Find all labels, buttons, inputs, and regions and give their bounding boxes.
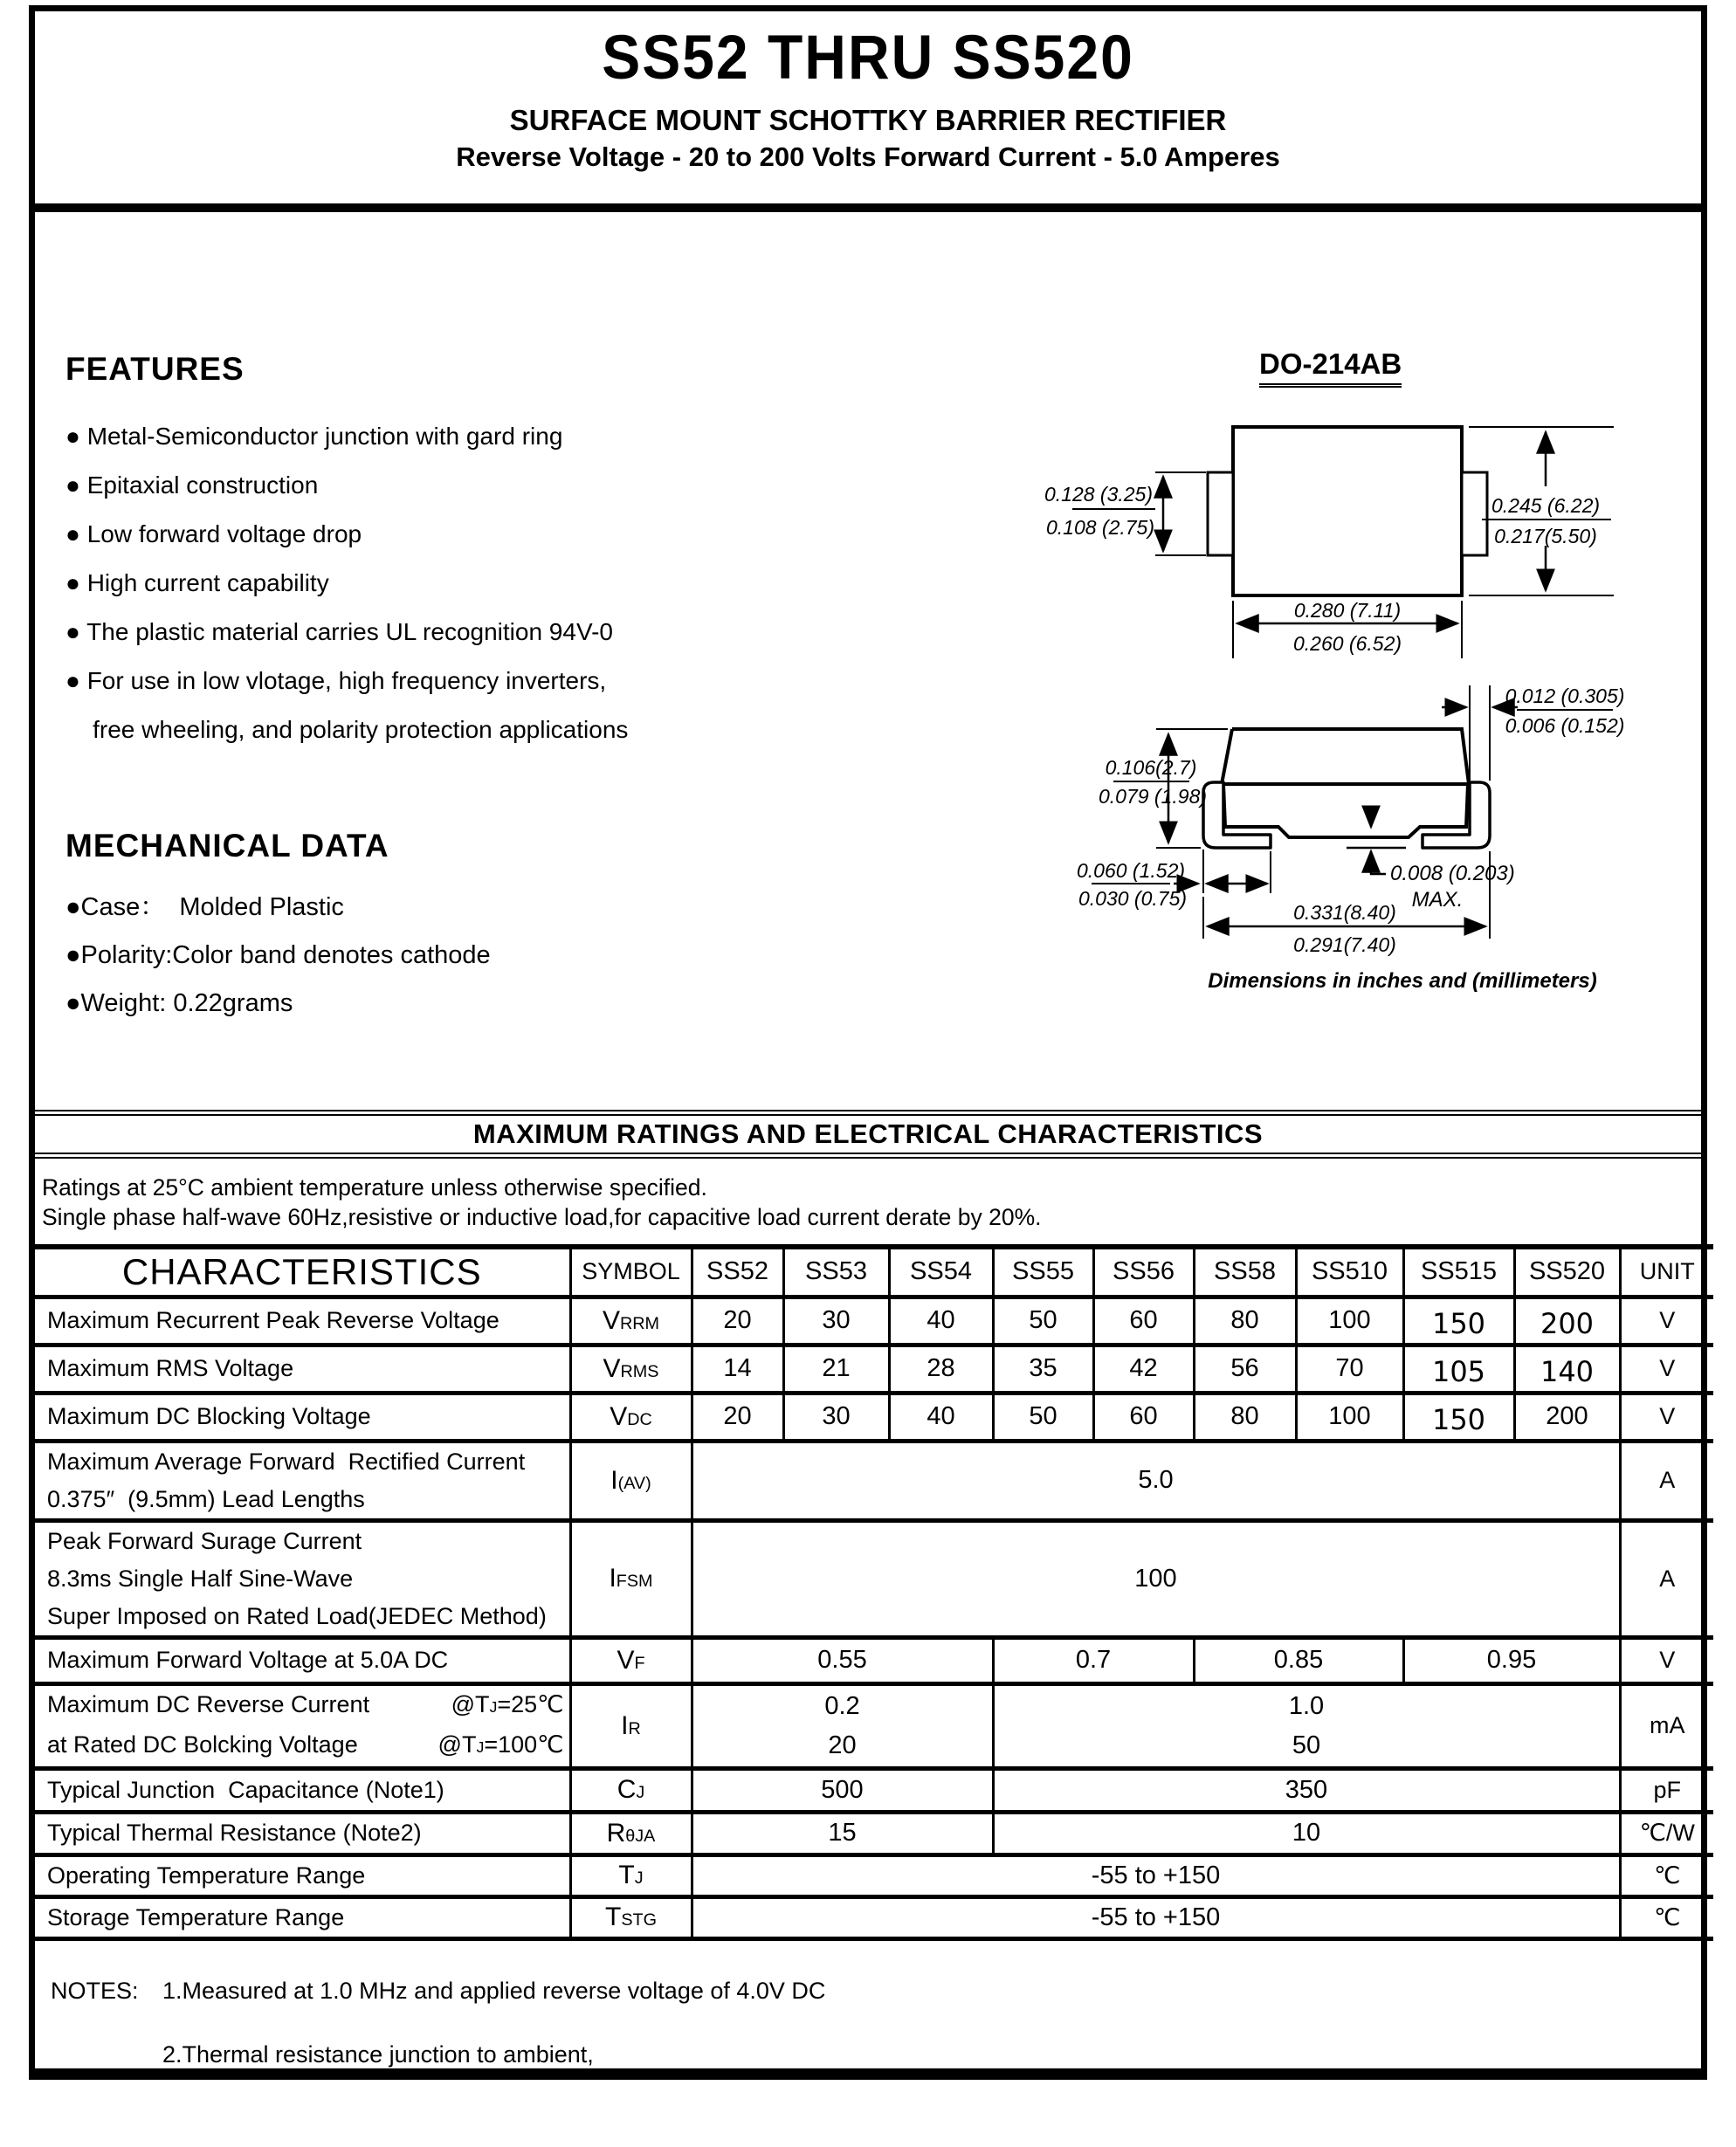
- unit-cell: V: [1620, 1345, 1713, 1393]
- unit-cell: ℃: [1620, 1896, 1713, 1938]
- value-cell: 60: [1093, 1393, 1194, 1441]
- mechanical-data-section: [65, 828, 939, 1028]
- value-cell: 30: [783, 1297, 889, 1345]
- value-cell: 1.0 50: [993, 1683, 1620, 1768]
- value-cell: 200: [1514, 1393, 1620, 1441]
- features-heading: FEATURES: [65, 351, 245, 387]
- value-cell: 100: [1296, 1297, 1403, 1345]
- feature-item: ● The plastic material carries UL recognition 94V-0: [65, 618, 613, 645]
- table-header-cell: SS52: [692, 1247, 783, 1297]
- value-cell: 100: [1296, 1393, 1403, 1441]
- characteristic-cell: Maximum DC Blocking Voltage: [35, 1393, 570, 1441]
- value-cell: 21: [783, 1345, 889, 1393]
- ratings-condition-line: Ratings at 25°C ambient temperature unless otherwise specified.: [42, 1174, 707, 1201]
- notes-label: NOTES:: [51, 1978, 139, 2004]
- symbol-cell: VRRM: [570, 1297, 692, 1345]
- dim-profile-height-min: 0.079 (1.98): [1098, 785, 1208, 808]
- value-cell: 200: [1514, 1297, 1620, 1345]
- symbol-cell: TJ: [570, 1855, 692, 1896]
- ratings-table-wrap: [35, 1244, 1701, 1941]
- dim-body-height-max: 0.245 (6.22): [1491, 494, 1601, 517]
- table-header-cell: SS515: [1403, 1247, 1514, 1297]
- value-cell: 0.85: [1194, 1637, 1403, 1683]
- table-header-cell: SS510: [1296, 1247, 1403, 1297]
- table-row: [35, 1297, 1713, 1345]
- value-cell: 50: [993, 1297, 1093, 1345]
- mechanical-item: ●Weight: 0.22grams: [65, 989, 293, 1017]
- characteristic-cell: Storage Temperature Range: [35, 1896, 570, 1938]
- feature-item: ● Epitaxial construction: [65, 471, 319, 499]
- symbol-cell: CJ: [570, 1768, 692, 1812]
- value-cell: 56: [1194, 1345, 1296, 1393]
- symbol-cell: VRMS: [570, 1345, 692, 1393]
- value-cell: 0.95: [1403, 1637, 1620, 1683]
- features-list: [65, 412, 939, 754]
- dim-tab-height-max: 0.128 (3.25): [1044, 483, 1153, 506]
- page-tagline: Reverse Voltage - 20 to 200 Volts Forward Current - 5.0 Amperes: [456, 141, 1280, 172]
- title-block: [35, 11, 1701, 212]
- dim-lead-thickness-max: 0.012 (0.305): [1505, 685, 1625, 707]
- table-header-cell: UNIT: [1620, 1247, 1713, 1297]
- value-cell: 0.2 20: [692, 1683, 993, 1768]
- unit-cell: A: [1620, 1441, 1713, 1520]
- mechanical-item: ●Polarity:Color band denotes cathode: [65, 941, 491, 969]
- symbol-cell: RθJA: [570, 1812, 692, 1855]
- value-cell: 70: [1296, 1345, 1403, 1393]
- ratings-conditions: [42, 1173, 1042, 1232]
- table-header-cell: SYMBOL: [570, 1247, 692, 1297]
- unit-cell: ℃: [1620, 1855, 1713, 1896]
- unit-cell: ℃/W: [1620, 1812, 1713, 1855]
- feature-item: ● Low forward voltage drop: [65, 520, 362, 547]
- value-cell: 60: [1093, 1297, 1194, 1345]
- feature-item: free wheeling, and polarity protection applications: [65, 716, 629, 743]
- value-cell: 5.0: [692, 1441, 1620, 1520]
- package-side-view-diagram: [1030, 678, 1720, 980]
- unit-cell: A: [1620, 1520, 1713, 1637]
- feature-item: ● For use in low vlotage, high frequency inverters,: [65, 667, 607, 694]
- characteristic-cell: Typical Thermal Resistance (Note2): [35, 1812, 570, 1855]
- unit-cell: V: [1620, 1637, 1713, 1683]
- value-cell: 20: [692, 1297, 783, 1345]
- package-right-lead: [1423, 782, 1490, 848]
- characteristic-cell: Operating Temperature Range: [35, 1855, 570, 1896]
- table-header-cell: SS53: [783, 1247, 889, 1297]
- ratings-section-heading: MAXIMUM RATINGS AND ELECTRICAL CHARACTERISTICS: [35, 1110, 1701, 1159]
- dim-standoff-max-label: MAX.: [1411, 888, 1464, 912]
- dim-tab-height-min: 0.108 (2.75): [1045, 516, 1154, 539]
- symbol-cell: VF: [570, 1637, 692, 1683]
- value-cell: 0.55: [692, 1637, 993, 1683]
- package-outline-column: [1030, 348, 1720, 994]
- symbol-cell: TSTG: [570, 1896, 692, 1938]
- dim-foot-length-min: 0.030 (0.75): [1078, 887, 1188, 910]
- package-top-view-diagram: [1030, 403, 1720, 678]
- characteristic-cell: Typical Junction Capacitance (Note1): [35, 1768, 570, 1812]
- value-cell: 80: [1194, 1297, 1296, 1345]
- value-cell: 150: [1403, 1297, 1514, 1345]
- note-item: 1.Measured at 1.0 MHz and applied reverse voltage of 4.0V DC: [162, 1978, 826, 2004]
- value-cell: 30: [783, 1393, 889, 1441]
- symbol-cell: I(AV): [570, 1441, 692, 1520]
- ratings-condition-line: Single phase half-wave 60Hz,resistive or inductive load,for capacitive load current derate by 20%.: [42, 1204, 1042, 1230]
- package-left-lead: [1203, 782, 1271, 848]
- value-cell: 20: [692, 1393, 783, 1441]
- table-row: [35, 1683, 1713, 1768]
- value-cell: -55 to +150: [692, 1855, 1620, 1896]
- value-cell: 40: [889, 1297, 993, 1345]
- value-cell: 35: [993, 1345, 1093, 1393]
- characteristic-cell: Peak Forward Surage Current 8.3ms Single Half Sine-Wave Super Imposed on Rated Load(JEDEC Method): [35, 1520, 570, 1637]
- table-row: [35, 1441, 1713, 1520]
- notes-section: [51, 1978, 825, 2068]
- dim-overall-width-max: 0.331(8.40): [1293, 901, 1396, 924]
- symbol-cell: IFSM: [570, 1520, 692, 1637]
- value-cell: 15: [692, 1812, 993, 1855]
- unit-cell: pF: [1620, 1768, 1713, 1812]
- unit-cell: mA: [1620, 1683, 1713, 1768]
- package-body: [1233, 427, 1462, 595]
- characteristic-cell: Maximum DC Reverse Current @TJ=25℃ at Rated DC Bolcking Voltage @TJ=100℃: [35, 1683, 570, 1768]
- table-row: [35, 1812, 1713, 1855]
- feature-item: ● Metal-Semiconductor junction with gard ring: [65, 423, 563, 450]
- table-row: [35, 1896, 1713, 1938]
- table-header-cell: SS520: [1514, 1247, 1620, 1297]
- table-header-cell: SS54: [889, 1247, 993, 1297]
- dim-body-height-min: 0.217(5.50): [1494, 525, 1597, 547]
- package-body-lower-outline: [1223, 784, 1468, 837]
- table-row: [35, 1855, 1713, 1896]
- note-item: 2.Thermal resistance junction to ambient,: [162, 2041, 594, 2068]
- package-right-lead-tab: [1462, 472, 1487, 555]
- value-cell: 105: [1403, 1345, 1514, 1393]
- dim-foot-length-max: 0.060 (1.52): [1076, 859, 1186, 882]
- mechanical-list: [65, 884, 939, 1028]
- package-name: DO-214AB: [1259, 348, 1402, 388]
- dim-profile-height-max: 0.106(2.7): [1105, 756, 1197, 779]
- mechanical-item: ●Case： Molded Plastic: [65, 893, 344, 921]
- symbol-cell: VDC: [570, 1393, 692, 1441]
- table-row: [35, 1345, 1713, 1393]
- characteristic-cell: Maximum RMS Voltage: [35, 1345, 570, 1393]
- table-row: [35, 1768, 1713, 1812]
- value-cell: 10: [993, 1812, 1620, 1855]
- package-left-lead-tab: [1208, 472, 1233, 555]
- feature-item: ● High current capability: [65, 569, 329, 596]
- characteristic-cell: Maximum Average Forward Rectified Current 0.375″ (9.5mm) Lead Lengths: [35, 1441, 570, 1520]
- value-cell: 140: [1514, 1345, 1620, 1393]
- value-cell: 50: [993, 1393, 1093, 1441]
- symbol-cell: IR: [570, 1683, 692, 1768]
- value-cell: 28: [889, 1345, 993, 1393]
- table-header-row: [35, 1247, 1713, 1297]
- page-title: SS52 THRU SS520: [602, 22, 1134, 92]
- table-row: [35, 1637, 1713, 1683]
- table-header-cell: SS58: [1194, 1247, 1296, 1297]
- dim-standoff-max: 0.008 (0.203): [1390, 862, 1515, 885]
- value-cell: 150: [1403, 1393, 1514, 1441]
- unit-cell: V: [1620, 1393, 1713, 1441]
- value-cell: 40: [889, 1393, 993, 1441]
- value-cell: -55 to +150: [692, 1896, 1620, 1938]
- dim-body-width-max: 0.280 (7.11): [1293, 599, 1402, 622]
- features-section: [65, 351, 939, 754]
- value-cell: 42: [1093, 1345, 1194, 1393]
- table-row: [35, 1520, 1713, 1637]
- mechanical-heading: MECHANICAL DATA: [65, 828, 389, 864]
- table-header-cell: SS56: [1093, 1247, 1194, 1297]
- value-cell: 100: [692, 1520, 1620, 1637]
- unit-cell: V: [1620, 1297, 1713, 1345]
- value-cell: 14: [692, 1345, 783, 1393]
- table-header-cell: CHARACTERISTICS: [35, 1247, 570, 1297]
- characteristic-cell: Maximum Forward Voltage at 5.0A DC: [35, 1637, 570, 1683]
- value-cell: 500: [692, 1768, 993, 1812]
- dim-overall-width-min: 0.291(7.40): [1293, 933, 1396, 956]
- dim-body-width-min: 0.260 (6.52): [1292, 632, 1402, 655]
- value-cell: 350: [993, 1768, 1620, 1812]
- dim-lead-thickness-min: 0.006 (0.152): [1505, 714, 1625, 737]
- characteristic-cell: Maximum Recurrent Peak Reverse Voltage: [35, 1297, 570, 1345]
- datasheet-page: [29, 5, 1707, 2080]
- value-cell: 80: [1194, 1393, 1296, 1441]
- dimensions-caption: Dimensions in inches and (millimeters): [1208, 969, 1597, 993]
- ratings-table: [35, 1244, 1713, 1941]
- table-row: [35, 1393, 1713, 1441]
- table-header-cell: SS55: [993, 1247, 1093, 1297]
- page-subtitle: SURFACE MOUNT SCHOTTKY BARRIER RECTIFIER: [509, 104, 1227, 136]
- value-cell: 0.7: [993, 1637, 1194, 1683]
